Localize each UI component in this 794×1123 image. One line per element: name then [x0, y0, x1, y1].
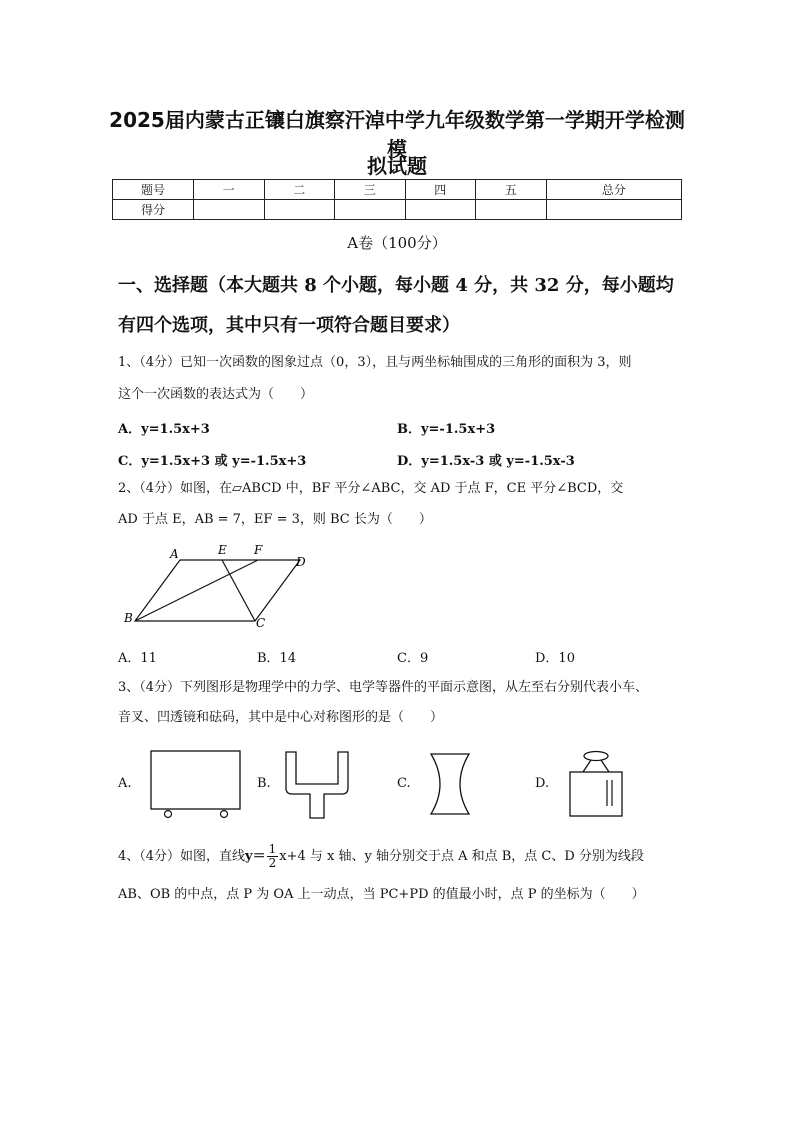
- q4-fraction-numerator: 1: [268, 842, 277, 856]
- parallelogram-abcd: [135, 560, 300, 621]
- segment-bf: [135, 560, 258, 621]
- q2-option-c[interactable]: C．9: [397, 651, 429, 666]
- q2-parallelogram-figure: [118, 540, 318, 635]
- score-cell: 题号: [113, 180, 194, 200]
- point-label-e: E: [218, 543, 227, 557]
- score-table: [112, 179, 682, 220]
- weight-figure: [565, 748, 627, 820]
- score-cell: 二: [264, 180, 335, 200]
- score-cell: 五: [476, 180, 547, 200]
- score-table-score-row: [113, 200, 682, 220]
- point-label-c: C: [256, 616, 266, 630]
- q4-stem-line1: [118, 843, 683, 871]
- q3-stem-line2: 音叉、凹透镜和砝码，其中是中心对称图形的是（ ）: [118, 710, 444, 725]
- q4-after-fraction: x+4 与 x 轴、y 轴分别交于点 A 和点 B，点 C、D 分别为线段: [279, 849, 644, 864]
- q4-fraction: [267, 843, 279, 870]
- score-input-cell[interactable]: [405, 200, 476, 220]
- volume-heading: A卷（100分）: [347, 234, 447, 252]
- point-label-b: B: [124, 611, 133, 625]
- weight-neck: [583, 760, 609, 772]
- score-input-cell[interactable]: [335, 200, 406, 220]
- score-input-cell[interactable]: [264, 200, 335, 220]
- cart-wheel-left: [165, 811, 172, 818]
- q3-option-c[interactable]: C.: [397, 776, 411, 791]
- cart-wheel-right: [221, 811, 228, 818]
- q1-option-a[interactable]: A．y=1.5x+3: [118, 422, 210, 437]
- tuning-fork-outline: [286, 752, 348, 818]
- weight-body: [570, 772, 622, 816]
- score-input-cell[interactable]: [546, 200, 682, 220]
- q3-stem-line1: 3、（4分）下列图形是物理学中的力学、电学等器件的平面示意图，从左至右分别代表小车、: [118, 680, 649, 695]
- score-input-cell[interactable]: [194, 200, 265, 220]
- q1-option-c[interactable]: C．y=1.5x+3 或 y=-1.5x+3: [118, 454, 307, 469]
- q1-stem-line2: 这个一次函数的表达式为（ ）: [118, 387, 314, 402]
- q2-option-d[interactable]: D．10: [535, 651, 575, 666]
- cart-figure: [148, 748, 244, 820]
- q2-option-b[interactable]: B．14: [257, 651, 297, 666]
- section1-heading-line1: 一、选择题（本大题共 8 个小题，每小题 4 分，共 32 分，每小题均: [118, 275, 674, 296]
- score-cell: 三: [335, 180, 406, 200]
- page-title-line1: 2025届内蒙古正镶白旗察汗淖中学九年级数学第一学期开学检测模: [109, 108, 685, 161]
- q4-prefix: 4、（4分）如图，直线: [118, 849, 246, 864]
- point-label-d: D: [296, 555, 306, 569]
- q3-option-a[interactable]: A.: [118, 776, 132, 791]
- cart-body: [151, 751, 240, 809]
- weight-knob: [584, 752, 608, 761]
- q1-stem-line1: 1、（4分）已知一次函数的图象过点（0，3），且与两坐标轴围成的三角形的面积为 3，则: [118, 355, 632, 370]
- q2-stem-line1: 2、（4分）如图，在▱ABCD 中，BF 平分∠ABC，交 AD 于点 F，CE 平分∠BCD，交: [118, 481, 624, 496]
- score-cell: 四: [405, 180, 476, 200]
- tuning-fork-figure: [282, 750, 352, 822]
- q1-option-b[interactable]: B．y=-1.5x+3: [397, 422, 496, 437]
- concave-lens-outline: [431, 754, 469, 814]
- q4-fraction-denominator: 2: [268, 856, 277, 870]
- section1-heading-line2: 有四个选项，其中只有一项符合题目要求）: [118, 315, 460, 336]
- score-table-header-row: [113, 180, 682, 200]
- q2-option-a[interactable]: A．11: [118, 651, 157, 666]
- q2-stem-line2: AD 于点 E，AB = 7，EF = 3，则 BC 长为（ ）: [118, 512, 432, 527]
- score-cell: 得分: [113, 200, 194, 220]
- score-cell: 一: [194, 180, 265, 200]
- q4-y-equals: y＝: [245, 849, 266, 864]
- point-label-a: A: [170, 547, 179, 561]
- concave-lens-figure: [425, 750, 475, 818]
- q4-stem-line2: AB、OB 的中点，点 P 为 OA 上一动点，当 PC+PD 的值最小时，点 P 的坐标为（ ）: [118, 887, 645, 902]
- score-cell: 总分: [546, 180, 682, 200]
- q3-option-d[interactable]: D.: [535, 776, 550, 791]
- score-input-cell[interactable]: [476, 200, 547, 220]
- q1-option-d[interactable]: D．y=1.5x-3 或 y=-1.5x-3: [397, 454, 575, 469]
- point-label-f: F: [254, 543, 263, 557]
- q3-option-b[interactable]: B.: [257, 776, 271, 791]
- page-title-line2: 拟试题: [367, 154, 427, 178]
